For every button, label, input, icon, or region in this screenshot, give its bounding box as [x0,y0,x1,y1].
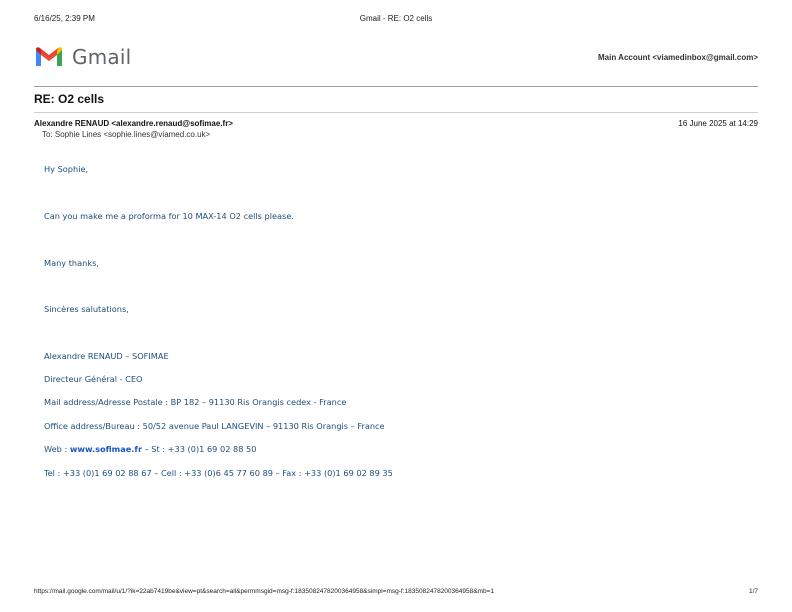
signature-phones: Tel : +33 (0)1 69 02 88 67 – Cell : +33 (0)6 45 77 60 89 – Fax : +33 (0)1 69 02 89 35 [44,468,393,478]
signature-role: Directeur Général - CEO [44,374,143,384]
thanks-text: Many thanks, [44,258,99,268]
web-suffix: – St : +33 (0)1 69 02 88 50 [142,444,257,454]
sender-row [34,119,758,128]
recipient: To: Sophie Lines <sophie.lines@viamed.co.uk> [42,130,211,139]
print-url: https://mail.google.com/mail/u/1/?ik=22ab7419be&view=pt&search=all&permmsgid=msg-f:1835082478200364958&simpl=msg-f:1835082478200364958&mb=1 [34,588,494,595]
web-prefix: Web : [44,444,70,454]
website-link[interactable]: www.sofimae.fr [69,444,142,454]
print-title: Gmail - RE: O2 cells [359,14,433,23]
signature-mail-address: Mail address/Adresse Postale : BP 182 – 91130 Ris Orangis cedex - France [44,397,347,407]
greeting: Hy Sophie, [44,164,89,174]
page-number: 1/7 [748,588,758,595]
signature-name: Alexandre RENAUD – SOFIMAE [44,351,169,361]
print-header [34,14,758,26]
signature-web-line [44,444,256,454]
email-subject: RE: O2 cells [34,92,105,106]
header-divider [34,86,758,87]
account-label: Main Account <viamedinbox@gmail.com> [598,53,758,62]
subject-divider [34,112,758,113]
salutation-text: Sincères salutations, [44,304,129,314]
print-datetime: 6/16/25, 2:39 PM [34,14,95,23]
sender: Alexandre RENAUD <alexandre.renaud@sofimae.fr> [34,119,233,128]
gmail-m-logo-icon [34,44,64,68]
gmail-header [34,44,758,70]
sent-date: 16 June 2025 at 14:29 [678,119,758,128]
request-text: Can you make me a proforma for 10 MAX-14 O2 cells please. [44,211,294,221]
signature-office-address: Office address/Bureau : 50/52 avenue Paul LANGEVIN – 91130 Ris Orangis – France [44,421,385,431]
gmail-wordmark: Gmail [72,45,132,69]
